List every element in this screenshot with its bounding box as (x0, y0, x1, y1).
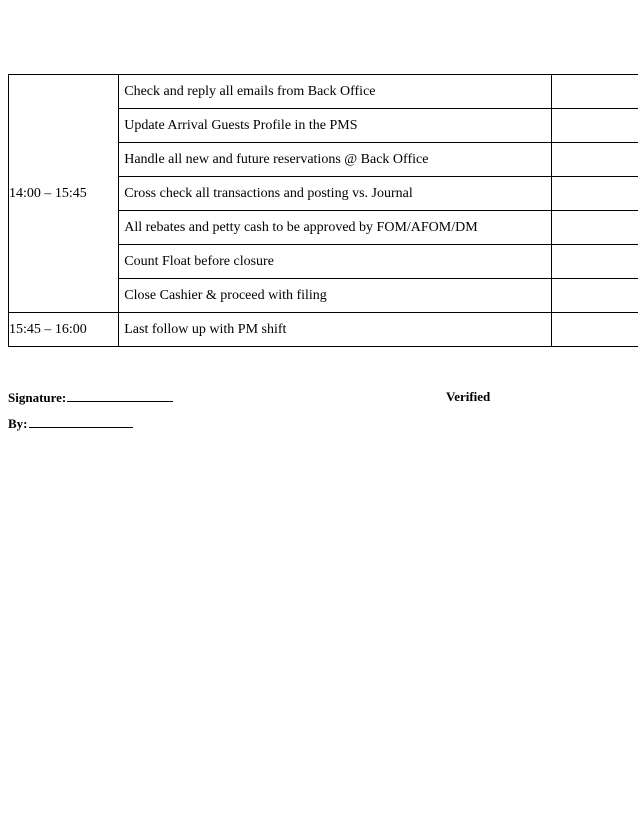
task-cell: Close Cashier & proceed with filing (119, 279, 552, 313)
checkbox-cell[interactable] (552, 313, 638, 347)
divider (626, 346, 638, 347)
schedule-table (8, 74, 638, 347)
checkbox-cell[interactable] (552, 109, 638, 143)
task-cell: Count Float before closure (119, 245, 552, 279)
checkbox-cell[interactable] (552, 245, 638, 279)
task-cell: Last follow up with PM shift (119, 313, 552, 347)
time-slot-cell: 14:00 – 15:45 (9, 75, 119, 313)
task-cell: All rebates and petty cash to be approved by FOM/AFOM/DM (119, 211, 552, 245)
table-row (9, 313, 638, 347)
signature-line[interactable] (67, 389, 173, 402)
time-slot-cell: 15:45 – 16:00 (9, 313, 119, 347)
table-row (9, 75, 638, 109)
task-cell: Update Arrival Guests Profile in the PMS (119, 109, 552, 143)
verified-by-line[interactable] (29, 415, 133, 428)
by-label: By: (8, 416, 28, 431)
checkbox-cell[interactable] (552, 143, 638, 177)
checkbox-cell[interactable] (552, 75, 638, 109)
verified-label: Verified (446, 389, 491, 404)
checkbox-cell[interactable] (552, 211, 638, 245)
task-cell: Cross check all transactions and posting vs. Journal (119, 177, 552, 211)
signature-label: Signature: (8, 390, 67, 405)
task-cell: Check and reply all emails from Back Office (119, 75, 552, 109)
checkbox-cell[interactable] (552, 177, 638, 211)
task-cell: Handle all new and future reservations @ Back Office (119, 143, 552, 177)
checkbox-cell[interactable] (552, 279, 638, 313)
verified-by-field (8, 415, 133, 432)
signature-field (8, 389, 173, 406)
